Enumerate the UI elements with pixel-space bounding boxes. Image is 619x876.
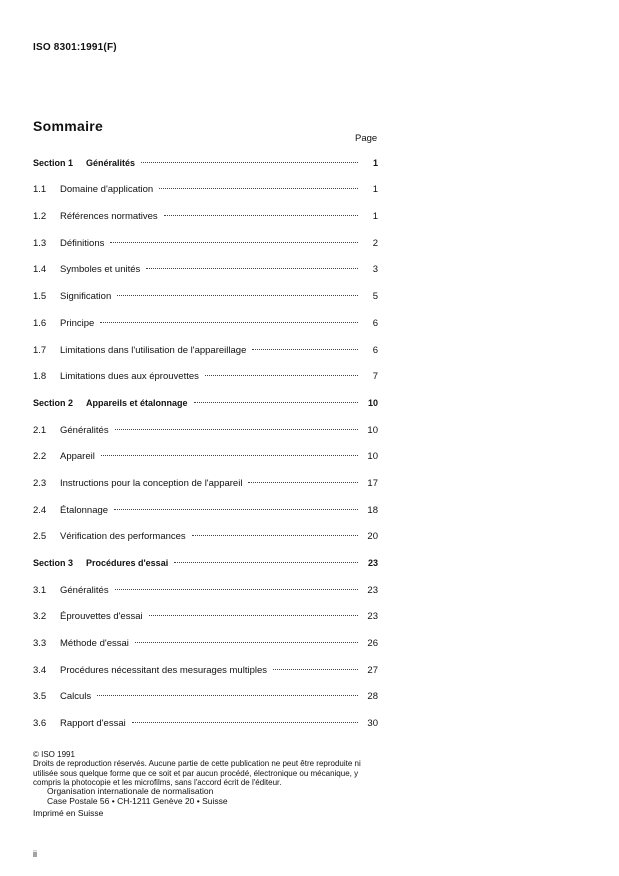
- toc-number: 2.1: [33, 425, 47, 436]
- toc-number: Section 2: [33, 398, 74, 408]
- toc-number: 1.2: [33, 211, 47, 222]
- org-name: Organisation internationale de normalisation: [47, 786, 214, 796]
- toc-entry: [33, 425, 378, 439]
- toc-page: 6: [372, 345, 378, 356]
- toc-page: 7: [372, 371, 378, 382]
- toc-page: 17: [367, 478, 378, 489]
- toc-leader-dots: [159, 188, 358, 189]
- toc-page: 18: [367, 505, 378, 516]
- toc-page: 23: [367, 611, 378, 622]
- toc-leader-dots: [115, 589, 358, 590]
- toc-page: 23: [367, 585, 378, 596]
- toc-number: 1.7: [33, 345, 47, 356]
- toc-entry: [33, 691, 378, 705]
- toc-entry: [33, 478, 378, 492]
- toc-label: Limitations dans l'utilisation de l'appareillage: [60, 345, 247, 356]
- toc-number: 3.3: [33, 638, 47, 649]
- toc-leader-dots: [164, 215, 358, 216]
- toc-label: Instructions pour la conception de l'appareil: [60, 478, 243, 489]
- toc-label: Généralités: [60, 585, 109, 596]
- toc-leader-dots: [205, 375, 358, 376]
- toc-entry: [33, 211, 378, 225]
- page-column-label: Page: [355, 133, 378, 144]
- toc-label: Symboles et unités: [60, 264, 141, 275]
- page-title: Sommaire: [33, 118, 104, 134]
- toc-page: 23: [367, 558, 378, 568]
- toc-leader-dots: [97, 695, 358, 696]
- toc-number: 2.5: [33, 531, 47, 542]
- toc-leader-dots: [248, 482, 358, 483]
- page-number: ii: [33, 849, 37, 859]
- toc-label: Appareil: [60, 451, 95, 462]
- toc-leader-dots: [117, 295, 358, 296]
- toc-entry: [33, 558, 378, 572]
- toc-page: 28: [367, 691, 378, 702]
- toc-number: 3.1: [33, 585, 47, 596]
- toc-label: Étalonnage: [60, 505, 109, 516]
- toc-page: 10: [367, 451, 378, 462]
- toc-page: 20: [367, 531, 378, 542]
- toc-number: 1.1: [33, 184, 47, 195]
- toc-label: Procédures d'essai: [86, 558, 169, 568]
- toc-entry: [33, 158, 378, 172]
- toc-number: Section 3: [33, 558, 74, 568]
- toc-number: 1.6: [33, 318, 47, 329]
- toc-label: Rapport d'essai: [60, 718, 126, 729]
- toc-entry: [33, 291, 378, 305]
- toc-number: 1.5: [33, 291, 47, 302]
- toc-number: 3.6: [33, 718, 47, 729]
- toc-label: Définitions: [60, 238, 105, 249]
- toc-entry: [33, 665, 378, 679]
- toc-label: Méthode d'essai: [60, 638, 129, 649]
- toc-label: Principe: [60, 318, 95, 329]
- toc-leader-dots: [110, 242, 358, 243]
- toc-number: Section 1: [33, 158, 74, 168]
- toc-number: 2.3: [33, 478, 47, 489]
- toc-entry: [33, 505, 378, 519]
- toc-number: 1.4: [33, 264, 47, 275]
- toc-label: Signification: [60, 291, 112, 302]
- toc-label: Références normatives: [60, 211, 158, 222]
- toc-leader-dots: [132, 722, 358, 723]
- toc-label: Généralités: [60, 425, 109, 436]
- toc-label: Procédures nécessitant des mesurages multiples: [60, 665, 267, 676]
- toc-leader-dots: [141, 162, 358, 163]
- toc-leader-dots: [174, 562, 358, 563]
- toc-page: 1: [372, 158, 378, 168]
- toc-label: Généralités: [86, 158, 136, 168]
- toc-leader-dots: [115, 429, 358, 430]
- copyright-line: © ISO 1991: [33, 750, 75, 759]
- toc-label: Calculs: [60, 691, 92, 702]
- toc-entry: [33, 184, 378, 198]
- toc-number: 3.5: [33, 691, 47, 702]
- toc-leader-dots: [149, 615, 358, 616]
- toc-entry: [33, 611, 378, 625]
- toc-entry: [33, 718, 378, 732]
- toc-leader-dots: [114, 509, 358, 510]
- rights-notice: Droits de reproduction réservés. Aucune partie de cette publication ne peut être reproduite ni utilisée sous quelque forme que ce soit et par aucun procédé, électronique ou mécanique, y compris la photocopie et les microfilms, sans l'accord écrit de l'éditeur.: [33, 759, 361, 787]
- toc-number: 1.8: [33, 371, 47, 382]
- toc-number: 2.2: [33, 451, 47, 462]
- toc-entry: [33, 345, 378, 359]
- toc-entry: [33, 318, 378, 332]
- toc-leader-dots: [135, 642, 358, 643]
- toc-entry: [33, 398, 378, 412]
- toc-entry: [33, 264, 378, 278]
- printed-in: Imprimé en Suisse: [33, 808, 104, 818]
- toc-leader-dots: [273, 669, 358, 670]
- toc-leader-dots: [192, 535, 358, 536]
- toc-leader-dots: [252, 349, 358, 350]
- toc-leader-dots: [101, 455, 358, 456]
- toc-entry: [33, 531, 378, 545]
- toc-page: 26: [367, 638, 378, 649]
- toc-entry: [33, 371, 378, 385]
- toc-label: Vérification des performances: [60, 531, 186, 542]
- toc-page: 10: [367, 398, 378, 408]
- toc-page: 5: [372, 291, 378, 302]
- toc-leader-dots: [194, 402, 358, 403]
- toc-entry: [33, 451, 378, 465]
- toc-label: Limitations dues aux éprouvettes: [60, 371, 199, 382]
- toc-label: Éprouvettes d'essai: [60, 611, 143, 622]
- toc-entry: [33, 585, 378, 599]
- toc-number: 1.3: [33, 238, 47, 249]
- toc-page: 2: [372, 238, 378, 249]
- toc-entry: [33, 238, 378, 252]
- toc-number: 3.4: [33, 665, 47, 676]
- copyright-notice: [33, 750, 383, 787]
- toc-leader-dots: [100, 322, 358, 323]
- toc-page: 10: [367, 425, 378, 436]
- toc-page: 3: [372, 264, 378, 275]
- document-header: ISO 8301:1991(F): [33, 42, 117, 53]
- toc-page: 30: [367, 718, 378, 729]
- toc-page: 1: [372, 184, 378, 195]
- toc-leader-dots: [146, 268, 358, 269]
- toc-label: Appareils et étalonnage: [86, 398, 188, 408]
- toc-page: 1: [372, 211, 378, 222]
- publisher-info: [47, 786, 228, 806]
- toc-entry: [33, 638, 378, 652]
- org-address: Case Postale 56 • CH-1211 Genève 20 • Suisse: [47, 796, 228, 806]
- toc-label: Domaine d'application: [60, 184, 154, 195]
- toc-number: 3.2: [33, 611, 47, 622]
- toc-page: 6: [372, 318, 378, 329]
- toc-number: 2.4: [33, 505, 47, 516]
- toc-page: 27: [367, 665, 378, 676]
